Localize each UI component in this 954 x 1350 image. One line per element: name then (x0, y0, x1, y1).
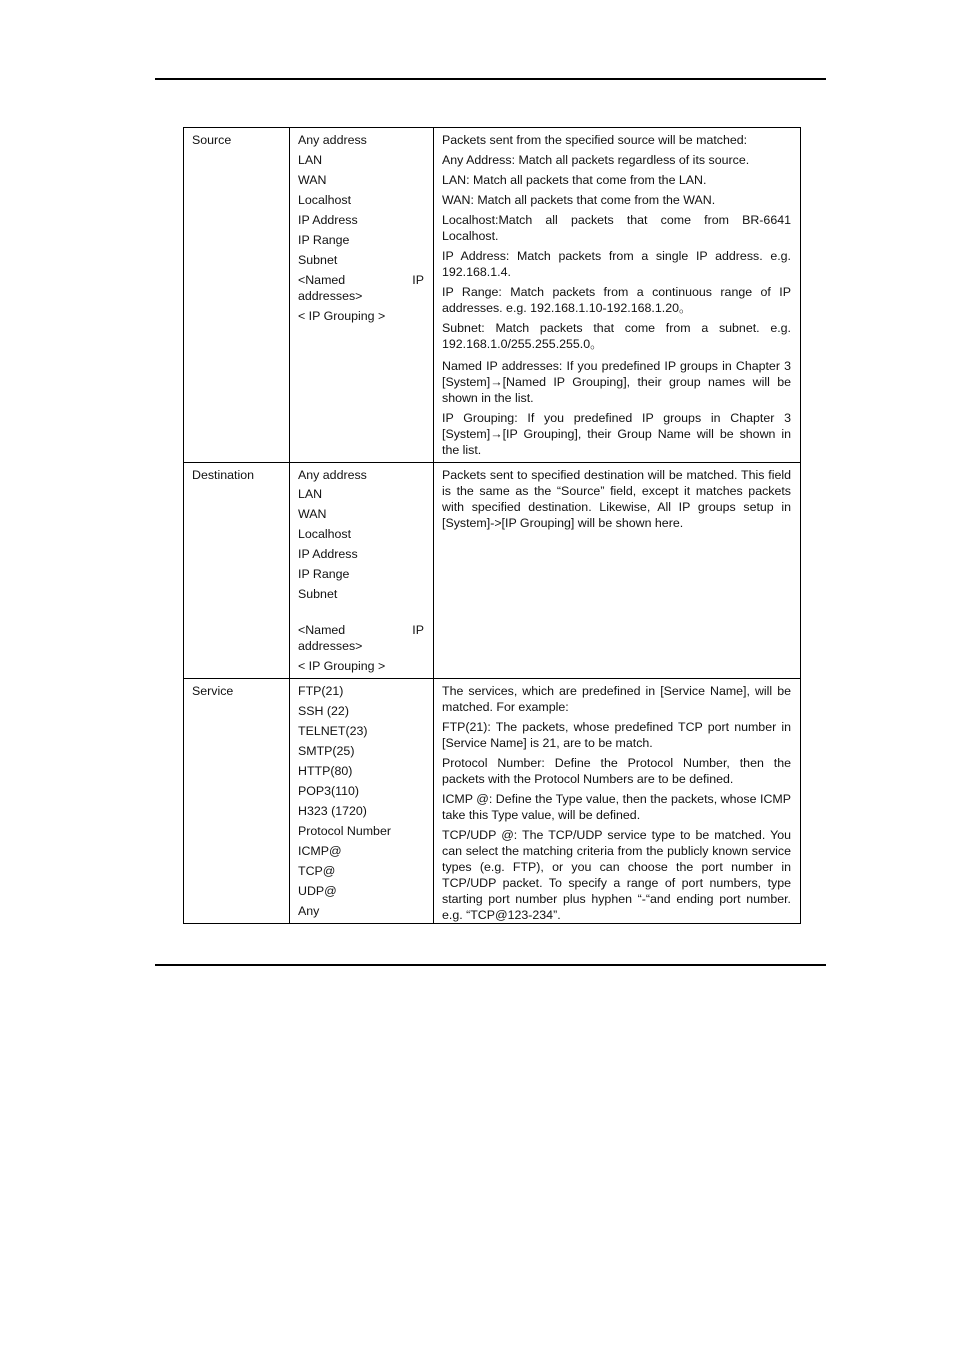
row-label-cell (184, 128, 290, 463)
row-label: Source (192, 133, 232, 147)
description-paragraph: Named IP addresses: If you predefined IP groups in Chapter 3 [System]→[Named IP Grouping], their group names will be shown in the list. (442, 359, 791, 405)
description-paragraph: TCP/UDP @: The TCP/UDP service type to be matched. You can select the matching criteria from the publicly known service types (e.g. FTP), or you can choose the port number in TCP/UDP packet. To specify a range of port numbers, type starting port number plus hyphen “-“and ending port number. e.g. “TCP@123-234”. (442, 828, 791, 922)
option-item: Protocol Number (298, 824, 391, 838)
option-item: TELNET(23) (298, 724, 368, 738)
option-item: Any address (298, 468, 367, 482)
option-item: Any address (298, 133, 367, 147)
footer-rule (155, 964, 826, 966)
option-item: LAN (298, 487, 323, 501)
description-paragraph: LAN: Match all packets that come from the LAN. (442, 173, 707, 187)
description-paragraph: WAN: Match all packets that come from the WAN. (442, 193, 716, 207)
option-item: SSH (22) (298, 704, 349, 718)
description-paragraph: Packets sent to specified destination will be matched. This field is the same as the “Source” field, except it matches packets with specified destination. Likewise, All IP groups setup in [System]->[IP Grouping] will be shown here. (442, 468, 791, 530)
option-item: LAN (298, 153, 323, 167)
description-cell (434, 128, 801, 463)
option-item: < IP Grouping > (298, 659, 386, 673)
table-row-service (184, 679, 801, 924)
description-cell (434, 463, 801, 679)
description-paragraph: Protocol Number: Define the Protocol Number, then the packets with the Protocol Numbers are to be defined. (442, 756, 791, 786)
description-paragraph: Subnet: Match packets that come from a subnet. e.g. 192.168.1.0/255.255.255.0。 (442, 321, 791, 351)
option-item: UDP@ (298, 884, 337, 898)
option-item: IP Address (298, 213, 358, 227)
option-item: IP Address (298, 547, 358, 561)
row-label: Destination (192, 468, 254, 482)
option-item: ICMP@ (298, 844, 342, 858)
option-item: TCP@ (298, 864, 336, 878)
option-item: IP Range (298, 567, 350, 581)
description-paragraph: ICMP @: Define the Type value, then the packets, whose ICMP take this Type value, will be defined. (442, 792, 791, 822)
row-label-cell (184, 463, 290, 679)
header-rule (155, 78, 826, 80)
option-item: Localhost (298, 527, 352, 541)
description-paragraph: Any Address: Match all packets regardless of its source. (442, 153, 750, 167)
options-cell (290, 128, 434, 463)
option-item: IP Range (298, 233, 350, 247)
description-cell (434, 679, 801, 924)
option-item: Subnet (298, 587, 338, 601)
option-item: < IP Grouping > (298, 309, 386, 323)
table-row-source (184, 128, 801, 463)
description-paragraph: IP Range: Match packets from a continuous range of IP addresses. e.g. 192.168.1.10-192.168.1.20。 (442, 285, 791, 315)
options-cell (290, 679, 434, 924)
option-item: <Named IP addresses> (298, 273, 424, 303)
option-item: FTP(21) (298, 684, 344, 698)
description-paragraph: Localhost:Match all packets that come from BR-6641 Localhost. (442, 213, 791, 243)
filter-rules-table (183, 127, 801, 924)
option-item: H323 (1720) (298, 804, 367, 818)
row-label-cell (184, 679, 290, 924)
description-paragraph: Packets sent from the specified source will be matched: (442, 133, 748, 147)
option-item: WAN (298, 173, 327, 187)
description-paragraph: The services, which are predefined in [Service Name], will be matched. For example: (442, 684, 791, 714)
option-item: SMTP(25) (298, 744, 355, 758)
table-row-destination (184, 463, 801, 679)
option-item: Subnet (298, 253, 338, 267)
option-item: Localhost (298, 193, 352, 207)
option-item: <Named IP addresses> (298, 623, 424, 653)
option-item: Any (298, 904, 320, 918)
description-paragraph: FTP(21): The packets, whose predefined TCP port number in [Service Name] is 21, are to be match. (442, 720, 791, 750)
option-item: WAN (298, 507, 327, 521)
option-item: POP3(110) (298, 784, 360, 798)
row-label: Service (192, 684, 234, 698)
option-item: HTTP(80) (298, 764, 353, 778)
description-paragraph: IP Address: Match packets from a single IP address. e.g. 192.168.1.4. (442, 249, 791, 279)
description-paragraph: IP Grouping: If you predefined IP groups in Chapter 3 [System]→[IP Grouping], their Group Name will be shown in the list. (442, 411, 791, 457)
options-cell (290, 463, 434, 679)
